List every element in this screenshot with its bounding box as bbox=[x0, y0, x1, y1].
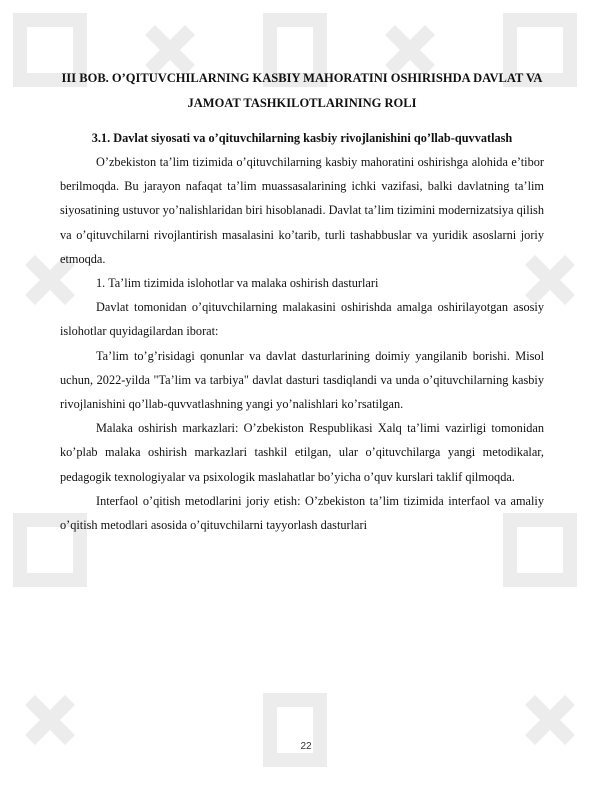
body-paragraph: O’zbekiston ta’lim tizimida o’qituvchilarning kasbiy mahoratini oshirishga alohida e’tibor berilmoqda. Bu jarayon nafaqat ta’lim muassasalarining ichki vazifasi, balki davlatning ta’lim siyosatining ustuvor yo’nalishlaridan biri hisoblanadi. Davlat ta’lim tizimini modernizatsiya qilish va o’qituvchilarni rivojlantirish masalasini ko’tarib, turli tashabbuslar va yuridik asoslarni joriy etmoqda. bbox=[60, 155, 544, 266]
watermark-x-icon bbox=[390, 30, 430, 70]
chapter-title: III BOB. O’QITUVCHILARNING KASBIY MAHORATINI OSHIRISHDA DAVLAT VA JAMOAT TASHKILOTLARINING ROLI bbox=[61, 71, 543, 110]
page-number: 22 bbox=[300, 741, 312, 752]
body-paragraph: Davlat tomonidan o’qituvchilarning malakasini oshirishda amalga oshirilayotgan asosiy islohotlar quyidagilardan iborat: bbox=[60, 300, 544, 339]
body-paragraph: Ta’lim to’g’risidagi qonunlar va davlat dasturlarining doimiy yangilanib borishi. Misol uchun, 2022-yilda "Ta’lim va tarbiya" davlat dasturi tasdiqlandi va unda o’qituvchilarning kasbiy rivojlanishini qo’llab-quvvatlashning yangi yo’nalishlari ko’rsatilgan. bbox=[60, 348, 544, 412]
watermark-x-icon bbox=[530, 700, 570, 740]
numbered-subheading: 1. Ta’lim tizimida islohotlar va malaka oshirish dasturlari bbox=[96, 276, 379, 291]
watermark-x-icon bbox=[150, 30, 190, 70]
watermark-x-icon bbox=[30, 700, 70, 740]
page-content bbox=[60, 66, 544, 537]
section-title: 3.1. Davlat siyosati va o’qituvchilarning kasbiy rivojlanishini qo’llab-quvvatlash bbox=[91, 131, 513, 145]
body-paragraph: Interfaol o’qitish metodlarini joriy etish: O’zbekiston ta’lim tizimida interfaol va amaliy o’qitish metodlari asosida o’qituvchilarni tayyorlash dasturlari bbox=[60, 493, 544, 533]
body-paragraph: Malaka oshirish markazlari: O’zbekiston Respublikasi Xalq ta’limi vazirligi tomonidan ko’plab malaka oshirish markazlari tashkil etilgan, ular o’qituvchilarga yangi metodikalar, pedagogik texnologiyalar va psixologik maslahatlar bo’yicha o’quv kurslari taklif qilmoqda. bbox=[60, 421, 544, 484]
